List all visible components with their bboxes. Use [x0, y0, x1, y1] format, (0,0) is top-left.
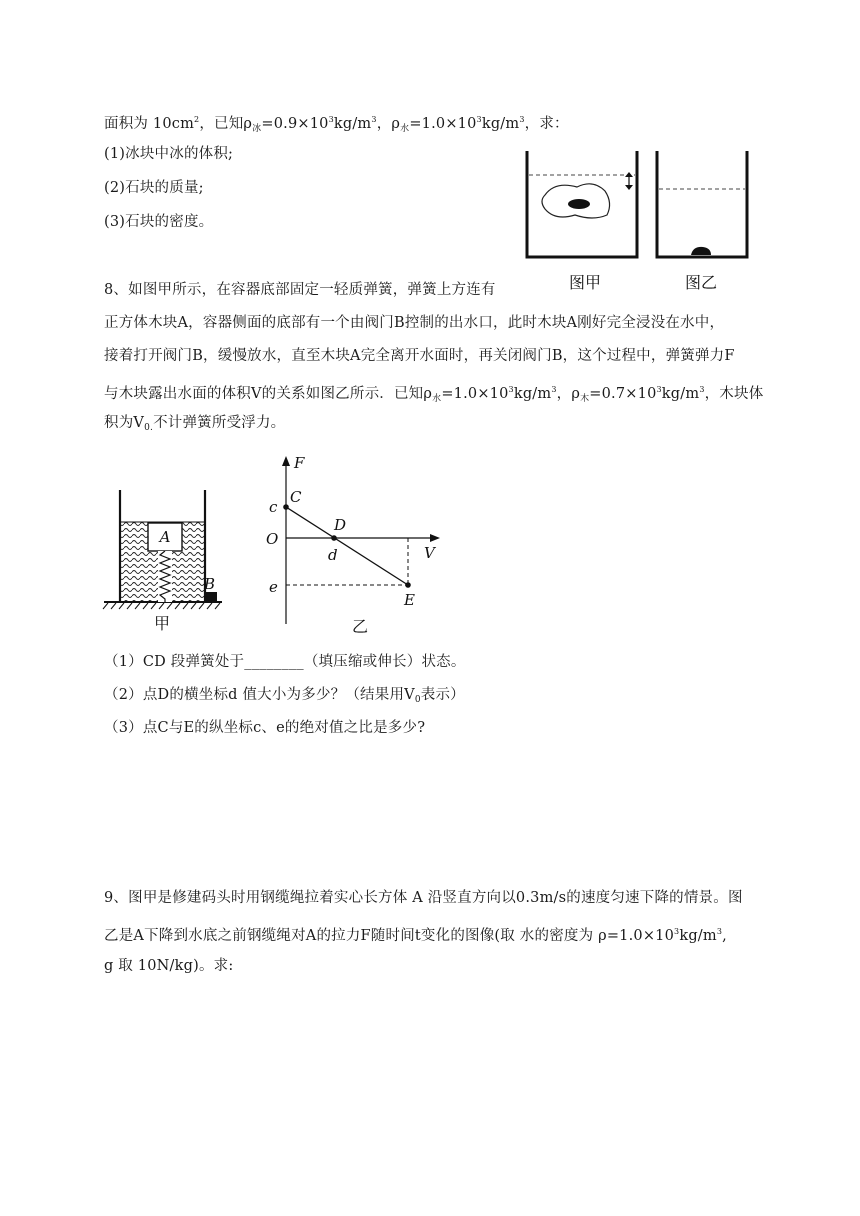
stone-at-bottom [691, 247, 711, 255]
valve-b [204, 592, 217, 602]
q9-line-2: 乙是A下降到水底之前钢缆绳对A的拉力F随时间t变化的图像(取 水的密度为 $\rho=1.0\times 10^3kg/m^3$, [104, 927, 727, 944]
fig-caption-yi: 乙 [351, 617, 369, 636]
tick-e-label: e [269, 578, 278, 596]
point-c [283, 504, 289, 510]
point-e [405, 582, 411, 588]
q7-item-2: (2)石块的质量; [104, 180, 204, 196]
fig-caption-jia: 甲 [153, 614, 171, 633]
fig-label-b: 图乙 [684, 273, 718, 292]
q8-fig-container [100, 485, 235, 635]
stone-in-ice [568, 199, 590, 209]
q8-line-3: 接着打开阀门B，缓慢放水，直至木块A完全离开水面时，再关闭阀门B，这个过程中，弹簧弹力F [104, 348, 735, 364]
line-cde [286, 507, 408, 585]
q7-item-3: (3)石块的密度。 [104, 214, 214, 230]
valve-b-label: B [204, 575, 216, 593]
block-a-label: A [159, 528, 171, 546]
q8-sub-1: （1）CD 段弹簧处于________（填压缩或伸长）状态。 [104, 654, 466, 670]
container-b [657, 151, 747, 257]
point-e-label: E [404, 591, 415, 609]
q7-containers-figure [515, 145, 755, 300]
q8-line-2: 正方体木块A，容器侧面的底部有一个由阀门B控制的出水口，此时木块A刚好完全浸没在水中， [104, 315, 725, 331]
fig-label-a: 图甲 [568, 273, 602, 292]
origin-label: O [266, 530, 279, 548]
container-a [527, 151, 637, 257]
q8-line-4: 与木块露出水面的体积V的关系如图乙所示．已知$\rho_水=1.0\times 10^3kg/m^3$，$\rho_木=0.7\times 10^3kg/m^3$，木块体 [104, 385, 764, 404]
q8-line-1: 8、如图甲所示，在容器底部固定一轻质弹簧，弹簧上方连有 [104, 282, 496, 298]
point-c-label: C [290, 488, 302, 506]
q9-line-1: 9、图甲是修建码头时用钢缆绳拉着实心长方体 A 沿竖直方向以0.3m/s的速度匀速下降的情景。图 [104, 890, 743, 906]
axis-f-label: F [294, 454, 305, 472]
axis-v-label: V [424, 544, 435, 562]
point-d-label: D [334, 516, 347, 534]
q7-item-1: (1)冰块中冰的体积; [104, 146, 234, 162]
q8-fig-graph [258, 452, 448, 642]
tick-c-label: c [269, 498, 278, 516]
q8-sub-3: （3）点C与E的纵坐标c、e的绝对值之比是多少? [104, 720, 426, 736]
q8-sub-2: （2）点D的横坐标d 值大小为多少？（结果用$V_0$表示） [104, 687, 465, 705]
q8-line-5: 积为$V_{0.}$不计弹簧所受浮力。 [104, 415, 286, 433]
point-d [331, 535, 337, 541]
q7-given-line: 面积为 $10cm^2$，已知$\rho_冰=0.9\times 10^3kg/m^3$，$\rho_水=1.0\times 10^3kg/m^3$，求： [104, 115, 569, 134]
tick-d-label: d [328, 546, 338, 564]
q9-line-3: g 取 10N/kg)。求: [104, 958, 234, 974]
